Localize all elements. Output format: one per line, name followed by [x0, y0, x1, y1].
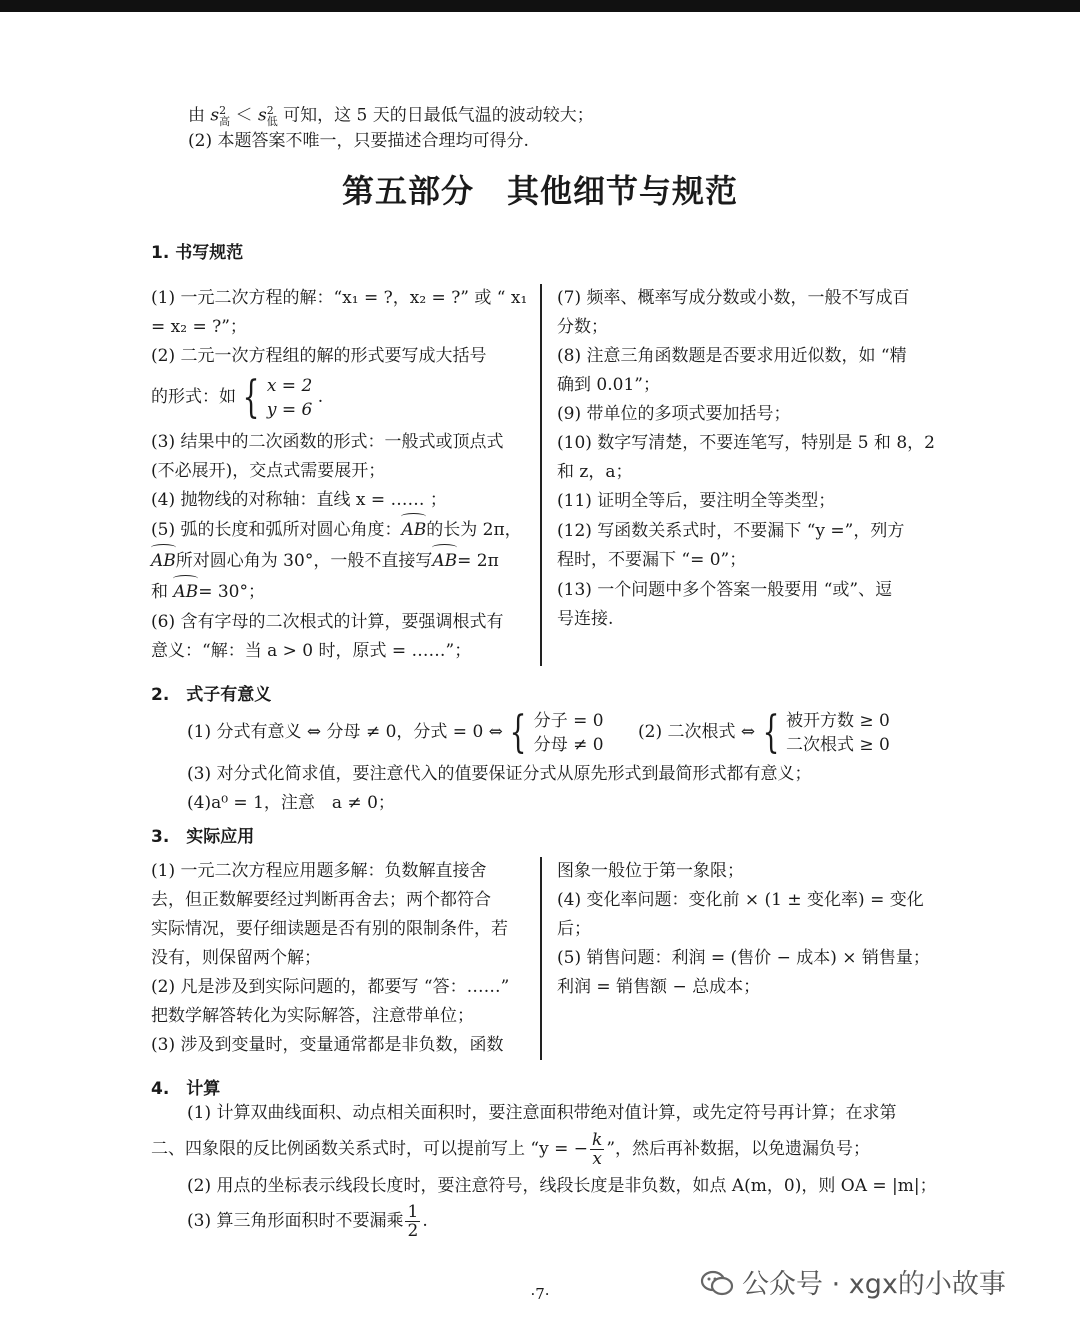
s1-right-line-12: 号连接.: [557, 609, 614, 629]
fraction-k-over-x: $\frac{k}{x}$: [592, 1130, 603, 1169]
s1-right-line-5: (9) 带单位的多项式要加括号；: [557, 404, 791, 424]
s2-line-2: (3) 对分式化简求值，要注意代入的值要保证分式从原先形式到最简形式都有意义；: [187, 764, 812, 784]
s4-line-1: (1) 计算双曲线面积、动点相关面积时，要注意面积带绝对值计算，或先定符号再计算；在求第: [187, 1103, 897, 1123]
column-divider-1: [540, 284, 542, 666]
section-1-heading: 1. 书写规范: [151, 243, 244, 263]
section-4-heading: 4. 计算: [151, 1079, 221, 1099]
column-divider-2: [540, 857, 542, 1060]
s1-left-line-5: (3) 结果中的二次函数的形式：一般式或顶点式: [151, 432, 504, 452]
s3-left-line-4: 没有，则保留两个解；: [151, 948, 321, 968]
s1-right-line-11: (13) 一个问题中多个答案一般要用 “或”、逗: [557, 580, 893, 600]
s1-left-line-4: 的形式：如 { x = 2 y = 6 .: [151, 371, 324, 423]
s1-left-line-3: (2) 二元一次方程组的解的形式要写成大括号: [151, 346, 487, 366]
s3-right-line-4: (5) 销售问题：利润 = (售价 − 成本) × 销售量；: [557, 948, 930, 968]
s3-left-line-1: (1) 一元二次方程应用题多解：负数解直接舍: [151, 861, 487, 881]
page-title: 第五部分 其他细节与规范: [341, 172, 738, 210]
s4-line-4: (3) 算三角形面积时不要漏乘 $\frac{1}{2}$ .: [187, 1202, 428, 1241]
watermark: 公众号 · xgx的小故事: [700, 1262, 1006, 1301]
top-line-1: 由 $s^2_高 < s^2_低$ 可知，这 5 天的日最低气温的波动较大；: [188, 104, 594, 129]
s2-line-3: (4)a⁰ = 1，注意 a ≠ 0；: [187, 793, 395, 813]
s2-line-1b: (2) 二次根式 ⇔ { 被开方数 ≥ 0 二次根式 ≥ 0: [638, 706, 890, 758]
s4-line-2: 二、四象限的反比例函数关系式时，可以提前写上 “y = − $\frac{k}{x}$ ”，然后再补数据，以免遗漏负号；: [151, 1130, 871, 1169]
s1-right-line-1: (7) 频率、概率写成分数或小数，一般不写成百: [557, 288, 910, 308]
s1-left-line-6: (不必展开)，交点式需要展开；: [151, 461, 386, 481]
top-line-2: (2) 本题答案不唯一，只要描述合理均可得分.: [188, 131, 529, 151]
s3-right-line-1: 图象一般位于第一象限；: [557, 861, 744, 881]
s1-left-line-12: 意义：“解：当 a > 0 时，原式 = ……”；: [151, 641, 472, 661]
brace-icon: {: [243, 371, 260, 423]
s1-right-line-6: (10) 数字写清楚，不要连笔写，特别是 5 和 8，2: [557, 433, 935, 453]
s3-right-line-2: (4) 变化率问题：变化前 × (1 ± 变化率) = 变化: [557, 890, 924, 910]
s3-left-line-2: 去，但正数解要经过判断再舍去；两个都符合: [151, 890, 491, 910]
s3-left-line-6: 把数学解答转化为实际解答，注意带单位；: [151, 1006, 474, 1026]
s3-left-line-5: (2) 凡是涉及到实际问题的，都要写 “答：……”: [151, 977, 510, 997]
section-3-heading: 3. 实际应用: [151, 827, 255, 847]
s3-left-line-7: (3) 涉及到变量时，变量通常都是非负数，函数: [151, 1035, 504, 1055]
s3-right-line-3: 后；: [557, 919, 591, 939]
brace-icon: {: [509, 706, 527, 758]
s1-right-line-2: 分数；: [557, 317, 608, 337]
s1-left-line-8: (5) 弧的长度和弧所对圆心角度：AB的长为 2π，: [151, 516, 522, 545]
s1-left-line-10: 和 AB= 30°；: [151, 578, 265, 607]
fraction-one-half: $\frac{1}{2}$: [407, 1202, 419, 1241]
arc-ab: AB: [401, 516, 426, 545]
s1-right-line-7: 和 z，a；: [557, 462, 633, 482]
s1-left-line-7: (4) 抛物线的对称轴：直线 x = …… ；: [151, 490, 447, 510]
s1-right-line-8: (11) 证明全等后，要注明全等类型；: [557, 491, 836, 511]
s3-right-line-5: 利润 = 销售额 − 总成本；: [557, 977, 761, 997]
brace-icon: {: [762, 706, 779, 758]
s1-right-line-9: (12) 写函数关系式时，不要漏下 “y =”，列方: [557, 521, 905, 541]
s1-left-line-9: AB所对圆心角为 30°，一般不直接写AB= 2π: [151, 547, 499, 576]
s4-line-3: (2) 用点的坐标表示线段长度时，要注意符号，线段长度是非负数，如点 A(m，0)，则 OA = |m|；: [187, 1176, 937, 1196]
s1-right-line-4: 确到 0.01”；: [557, 375, 660, 395]
s3-left-line-3: 实际情况，要仔细读题是否有别的限制条件，若: [151, 919, 508, 939]
s2-line-1: (1) 分式有意义 ⇔ 分母 ≠ 0，分式 = 0 ⇔ { 分子 = 0 分母 ≠ 0: [187, 706, 604, 758]
s1-left-line-11: (6) 含有字母的二次根式的计算，要强调根式有: [151, 612, 504, 632]
s1-left-line-2: = x₂ = ?”；: [151, 317, 247, 337]
section-2-heading: 2. 式子有意义: [151, 685, 272, 705]
s1-left-line-1: (1) 一元二次方程的解：“x₁ = ?，x₂ = ?” 或 “ x₁: [151, 288, 528, 308]
top-dark-bar: [0, 0, 1080, 12]
s1-right-line-10: 程时，不要漏下 “= 0”；: [557, 550, 747, 570]
page-number: ·7·: [530, 1285, 550, 1303]
s1-right-line-3: (8) 注意三角函数题是否要求用近似数，如 “精: [557, 346, 907, 366]
